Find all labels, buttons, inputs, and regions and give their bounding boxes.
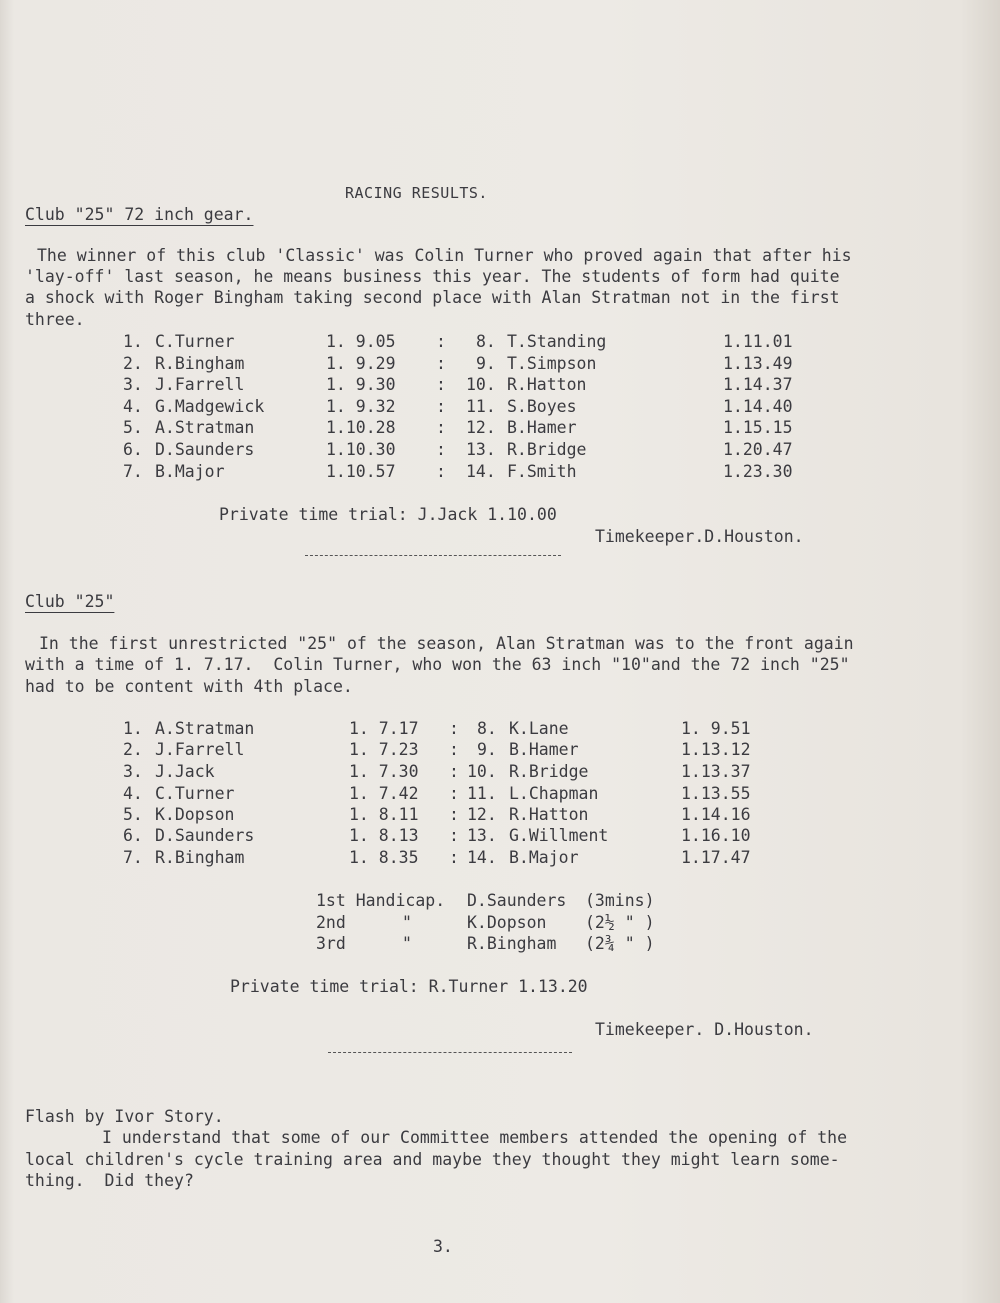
- result-pos: 3.: [123, 375, 143, 394]
- section1-para-line-1: The winner of this club 'Classic' was Colin Turner who proved again that after his: [37, 246, 852, 265]
- result-name: B.Hamer: [507, 418, 577, 437]
- result-time: 1.13.12: [681, 740, 751, 759]
- result-time: 1. 9.30: [326, 375, 396, 394]
- result-time: 1.14.16: [681, 805, 751, 824]
- result-pos: 13.: [466, 440, 496, 459]
- section2-para-line-2: with a time of 1. 7.17. Colin Turner, who won the 63 inch "10"and the 72 inch "25": [25, 655, 850, 674]
- result-time: 1. 8.13: [349, 826, 419, 845]
- result-name: R.Hatton: [509, 805, 589, 824]
- section2-timekeeper: Timekeeper. D.Houston.: [595, 1020, 814, 1039]
- section1-para-line-3: a shock with Roger Bingham taking second place with Alan Stratman not in the first: [25, 288, 840, 307]
- result-name: G.Willment: [509, 826, 609, 845]
- column-separator: :: [436, 397, 446, 416]
- result-name: L.Chapman: [509, 784, 599, 803]
- result-name: T.Standing: [507, 332, 607, 351]
- result-pos: 7.: [123, 848, 143, 867]
- page-number: 3.: [433, 1237, 453, 1256]
- section2-title: Club "25": [25, 592, 115, 611]
- column-separator: :: [449, 719, 459, 738]
- result-name: F.Smith: [507, 462, 577, 481]
- column-separator: :: [436, 375, 446, 394]
- handicap-ditto: ": [402, 913, 412, 932]
- result-time: 1. 8.11: [349, 805, 419, 824]
- handicap-place: 1st Handicap.: [316, 891, 446, 910]
- result-time: 1. 8.35: [349, 848, 419, 867]
- result-time: 1. 9.51: [681, 719, 751, 738]
- flash-title: Flash by Ivor Story.: [25, 1107, 224, 1126]
- handicap-name: K.Dopson: [467, 913, 547, 932]
- page-heading: RACING RESULTS.: [345, 184, 488, 202]
- column-separator: :: [449, 740, 459, 759]
- result-time: 1.10.28: [326, 418, 396, 437]
- result-time: 1.16.10: [681, 826, 751, 845]
- result-name: R.Hatton: [507, 375, 587, 394]
- column-separator: :: [436, 354, 446, 373]
- result-name: R.Bridge: [509, 762, 589, 781]
- result-pos: 13.: [467, 826, 497, 845]
- handicap-time: (3mins): [585, 891, 655, 910]
- result-name: C.Turner: [155, 332, 235, 351]
- result-pos: 9.: [476, 354, 496, 373]
- section1-para-line-4: three.: [25, 310, 85, 329]
- section1-title: Club "25" 72 inch gear.: [25, 205, 254, 224]
- result-pos: 8.: [477, 719, 497, 738]
- result-pos: 14.: [467, 848, 497, 867]
- result-time: 1. 9.05: [326, 332, 396, 351]
- result-time: 1. 7.17: [349, 719, 419, 738]
- result-name: J.Farrell: [155, 740, 245, 759]
- result-time: 1. 9.32: [326, 397, 396, 416]
- result-time: 1.10.57: [326, 462, 396, 481]
- result-time: 1.14.37: [723, 375, 793, 394]
- result-time: 1.13.55: [681, 784, 751, 803]
- result-name: D.Saunders: [155, 826, 255, 845]
- result-pos: 1.: [123, 332, 143, 351]
- result-time: 1.23.30: [723, 462, 793, 481]
- result-pos: 6.: [123, 440, 143, 459]
- section2-para-line-3: had to be content with 4th place.: [25, 677, 353, 696]
- result-time: 1.13.49: [723, 354, 793, 373]
- section1-private-trial: Private time trial: J.Jack 1.10.00: [219, 505, 557, 524]
- result-time: 1.14.40: [723, 397, 793, 416]
- result-pos: 3.: [123, 762, 143, 781]
- handicap-time: (2½ " ): [585, 913, 655, 932]
- result-pos: 9.: [477, 740, 497, 759]
- result-name: R.Bingham: [155, 848, 245, 867]
- section2-para-line-1: In the first unrestricted "25" of the season, Alan Stratman was to the front again: [39, 634, 854, 653]
- result-name: A.Stratman: [155, 418, 255, 437]
- result-time: 1.10.30: [326, 440, 396, 459]
- handicap-time: (2¾ " ): [585, 934, 655, 953]
- result-pos: 5.: [123, 418, 143, 437]
- column-separator: :: [436, 418, 446, 437]
- column-separator: :: [449, 805, 459, 824]
- result-time: 1.13.37: [681, 762, 751, 781]
- result-name: K.Dopson: [155, 805, 235, 824]
- result-name: R.Bingham: [155, 354, 245, 373]
- result-time: 1. 9.29: [326, 354, 396, 373]
- result-pos: 2.: [123, 740, 143, 759]
- result-pos: 6.: [123, 826, 143, 845]
- result-pos: 7.: [123, 462, 143, 481]
- result-pos: 11.: [467, 784, 497, 803]
- result-name: B.Hamer: [509, 740, 579, 759]
- result-time: 1.17.47: [681, 848, 751, 867]
- result-name: C.Turner: [155, 784, 235, 803]
- result-pos: 10.: [466, 375, 496, 394]
- handicap-name: D.Saunders: [467, 891, 567, 910]
- column-separator: :: [436, 440, 446, 459]
- result-pos: 12.: [466, 418, 496, 437]
- result-name: S.Boyes: [507, 397, 577, 416]
- flash-line-1: I understand that some of our Committee members attended the opening of the: [102, 1128, 848, 1147]
- result-pos: 12.: [467, 805, 497, 824]
- result-pos: 4.: [123, 397, 143, 416]
- column-separator: :: [449, 784, 459, 803]
- column-separator: :: [449, 826, 459, 845]
- section2-private-trial: Private time trial: R.Turner 1.13.20: [230, 977, 588, 996]
- result-time: 1.11.01: [723, 332, 793, 351]
- divider: [328, 1052, 572, 1053]
- result-time: 1. 7.42: [349, 784, 419, 803]
- result-time: 1.15.15: [723, 418, 793, 437]
- result-name: R.Bridge: [507, 440, 587, 459]
- handicap-place: 3rd: [316, 934, 346, 953]
- result-name: J.Jack: [155, 762, 215, 781]
- result-pos: 1.: [123, 719, 143, 738]
- handicap-place: 2nd: [316, 913, 346, 932]
- result-name: J.Farrell: [155, 375, 245, 394]
- result-pos: 2.: [123, 354, 143, 373]
- result-name: K.Lane: [509, 719, 569, 738]
- column-separator: :: [436, 332, 446, 351]
- result-name: B.Major: [509, 848, 579, 867]
- result-name: B.Major: [155, 462, 225, 481]
- result-pos: 10.: [467, 762, 497, 781]
- result-pos: 8.: [476, 332, 496, 351]
- result-time: 1. 7.23: [349, 740, 419, 759]
- result-pos: 14.: [466, 462, 496, 481]
- result-name: A.Stratman: [155, 719, 255, 738]
- result-name: D.Saunders: [155, 440, 255, 459]
- section1-para-line-2: 'lay-off' last season, he means business this year. The students of form had quite: [25, 267, 840, 286]
- handicap-name: R.Bingham: [467, 934, 557, 953]
- result-pos: 5.: [123, 805, 143, 824]
- column-separator: :: [436, 462, 446, 481]
- divider: [305, 555, 561, 556]
- column-separator: :: [449, 762, 459, 781]
- result-time: 1. 7.30: [349, 762, 419, 781]
- flash-line-3: thing. Did they?: [25, 1171, 194, 1190]
- result-name: T.Simpson: [507, 354, 597, 373]
- result-pos: 4.: [123, 784, 143, 803]
- column-separator: :: [449, 848, 459, 867]
- handicap-ditto: ": [402, 934, 412, 953]
- flash-line-2: local children's cycle training area and maybe they thought they might learn some-: [25, 1150, 840, 1169]
- section1-timekeeper: Timekeeper.D.Houston.: [595, 527, 804, 546]
- result-pos: 11.: [466, 397, 496, 416]
- result-name: G.Madgewick: [155, 397, 265, 416]
- result-time: 1.20.47: [723, 440, 793, 459]
